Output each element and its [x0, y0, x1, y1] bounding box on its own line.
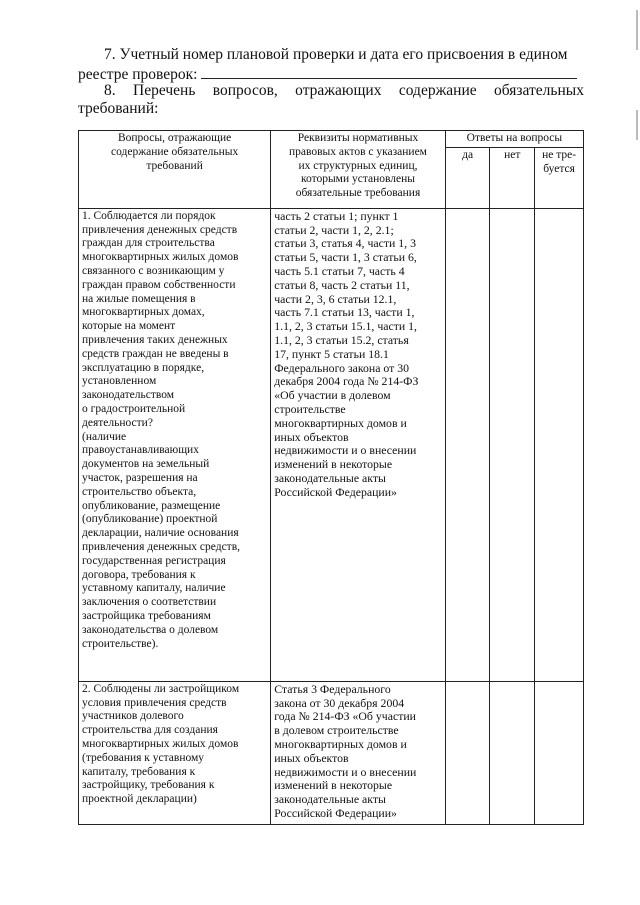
- item7-label: реестре проверок:: [78, 66, 198, 83]
- item7-line1: 7. Учетный номер плановой проверки и дата его присвоения в едином: [104, 46, 568, 63]
- header-answer-not-required: не тре- буется: [535, 147, 584, 208]
- answer-not-required-cell[interactable]: [535, 208, 584, 681]
- item8-word: вопросов,: [212, 82, 278, 99]
- scan-edge-mark: [636, 10, 638, 50]
- table-header-row: [79, 131, 584, 148]
- header-answer-no: нет: [490, 147, 535, 208]
- requisites-cell: Статья 3 Федерального закона от 30 декабря 2004 года № 214-ФЗ «Об участии в долевом строительстве многоквартирных домов и иных объектов недвижимости и о внесении изменений в некоторые законодательные акты Российской Федерации»: [271, 681, 446, 824]
- item8-word: содержание: [398, 82, 477, 99]
- answer-yes-cell[interactable]: [445, 208, 490, 681]
- question-cell: 2. Соблюдены ли застройщиком условия привлечения средств участников долевого строительства для создания многоквартирных жилых домов (требования к уставному капиталу, требования к застройщику, требования к проектной декларации): [79, 681, 271, 824]
- item8-word: Перечень: [133, 82, 196, 99]
- item8-word: обязательных: [494, 82, 584, 99]
- table-row: [79, 208, 584, 681]
- answer-yes-cell[interactable]: [445, 681, 490, 824]
- header-answers-group: Ответы на вопросы: [445, 131, 583, 148]
- answer-no-cell[interactable]: [490, 208, 535, 681]
- scan-edge-mark: [636, 110, 638, 140]
- question-cell: 1. Соблюдается ли порядок привлечения денежных средств граждан для строительства многоквартирных жилых домов связанного с возникающим у граждан правом собственности на жилые помещения в многоквартирных домах, которые на момент привлечения таких денежных средств граждан не введены в эксплуатацию в порядке, установленном законодательством о градостроительной деятельности? (наличие правоустанавливающих документов на земельный участок, разрешения на строительство объекта, опубликование, размещение (опубликование) проектной декларации, наличие основания привлечения денежных средств, государственная регистрация договора, требования к уставному капиталу, наличие заключения о соответствии застройщика требованиям законодательства о долевом строительстве).: [79, 208, 271, 681]
- item8-word: отражающих: [295, 82, 382, 99]
- item8-number: 8.: [104, 82, 116, 99]
- requirements-table: [78, 130, 584, 825]
- item8-line1: [104, 82, 584, 100]
- answer-not-required-cell[interactable]: [535, 681, 584, 824]
- item7-line2: [78, 64, 577, 84]
- header-answer-yes: да: [445, 147, 490, 208]
- header-requisites: Реквизиты нормативных правовых актов с указанием их структурных единиц, которыми установлены обязательные требования: [271, 131, 446, 209]
- registry-number-blank: [201, 64, 577, 79]
- item8-line2: требований:: [78, 100, 159, 117]
- table-row: [79, 681, 584, 824]
- answer-no-cell[interactable]: [490, 681, 535, 824]
- requisites-cell: часть 2 статьи 1; пункт 1 статьи 2, части 1, 2, 2.1; статьи 3, статья 4, части 1, 3 статьи 5, части 1, 3 статьи 6, часть 5.1 статьи 7, часть 4 статьи 8, часть 2 статьи 11, части 2, 3, 6 статьи 12.1, часть 7.1 статьи 13, части 1, 1.1, 2, 3 статьи 15.1, части 1, 1.1, 2, 3 статьи 15.2, статья 17, пункт 5 статьи 18.1 Федерального закона от 30 декабря 2004 года № 214-ФЗ «Об участии в долевом строительстве многоквартирных домов и иных объектов недвижимости и о внесении изменений в некоторые законодательные акты Российской Федерации»: [271, 208, 446, 681]
- header-questions: Вопросы, отражающие содержание обязательных требований: [79, 131, 271, 209]
